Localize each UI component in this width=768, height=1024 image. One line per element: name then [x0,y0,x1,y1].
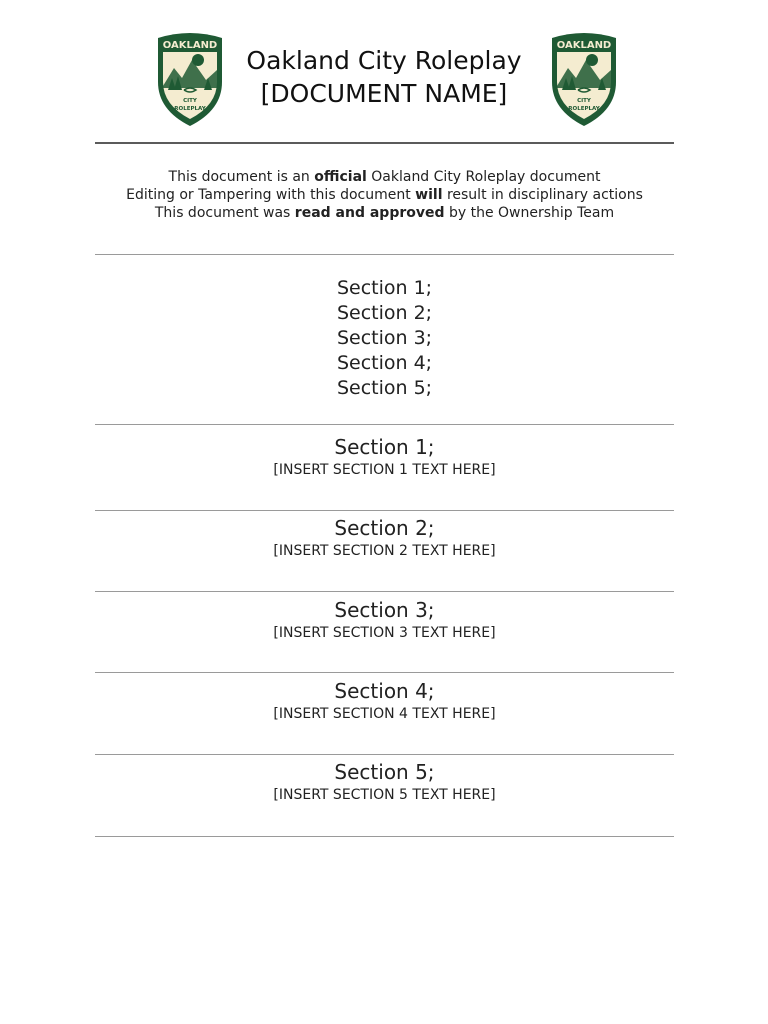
svg-text:ROLEPLAY: ROLEPLAY [174,106,206,112]
svg-text:CITY: CITY [577,98,591,104]
official-notice [95,168,674,222]
section-heading: Section 5; [334,760,435,784]
section-text: [INSERT SECTION 3 TEXT HERE] [273,625,496,641]
toc-item: Section 2; [336,302,433,324]
divider [95,510,674,511]
section-heading: Section 2; [334,516,435,540]
section-text: [INSERT SECTION 2 TEXT HERE] [273,543,496,559]
table-of-contents [95,276,674,401]
section-3 [95,597,674,643]
oakland-city-logo-right [544,30,624,128]
svg-text:ROLEPLAY: ROLEPLAY [568,106,600,112]
section-text: [INSERT SECTION 4 TEXT HERE] [273,706,496,722]
title-document-name: [DOCUMENT NAME] [260,79,508,108]
svg-text:CITY: CITY [183,98,197,104]
divider [95,591,674,592]
section-text: [INSERT SECTION 1 TEXT HERE] [273,462,496,478]
section-text: [INSERT SECTION 5 TEXT HERE] [273,787,496,803]
section-4 [95,678,674,724]
toc-item: Section 3; [336,327,433,349]
svg-text:OAKLAND: OAKLAND [556,40,612,51]
toc-item: Section 4; [336,352,433,374]
oakland-city-logo-left [150,30,230,128]
section-2 [95,515,674,561]
section-heading: Section 1; [334,435,435,459]
section-heading: Section 4; [334,679,435,703]
document-title [234,44,534,110]
svg-text:OAKLAND: OAKLAND [162,40,218,51]
divider [95,424,674,425]
divider [95,754,674,755]
shield-logo-icon [544,30,624,128]
title-org-name: Oakland City Roleplay [246,46,522,75]
document-header [0,0,768,142]
section-1 [95,434,674,480]
notice-line-2: Editing or Tampering with this document will result in disciplinary actions [126,187,643,203]
divider [95,836,674,837]
section-heading: Section 3; [334,598,435,622]
toc-item: Section 1; [336,277,433,299]
shield-logo-icon [150,30,230,128]
section-5 [95,759,674,805]
divider [95,254,674,255]
toc-item: Section 5; [336,377,433,399]
notice-line-1: This document is an official Oakland City Roleplay document [168,169,601,185]
divider [95,672,674,673]
notice-line-3: This document was read and approved by the Ownership Team [154,205,615,221]
header-divider [95,142,674,144]
